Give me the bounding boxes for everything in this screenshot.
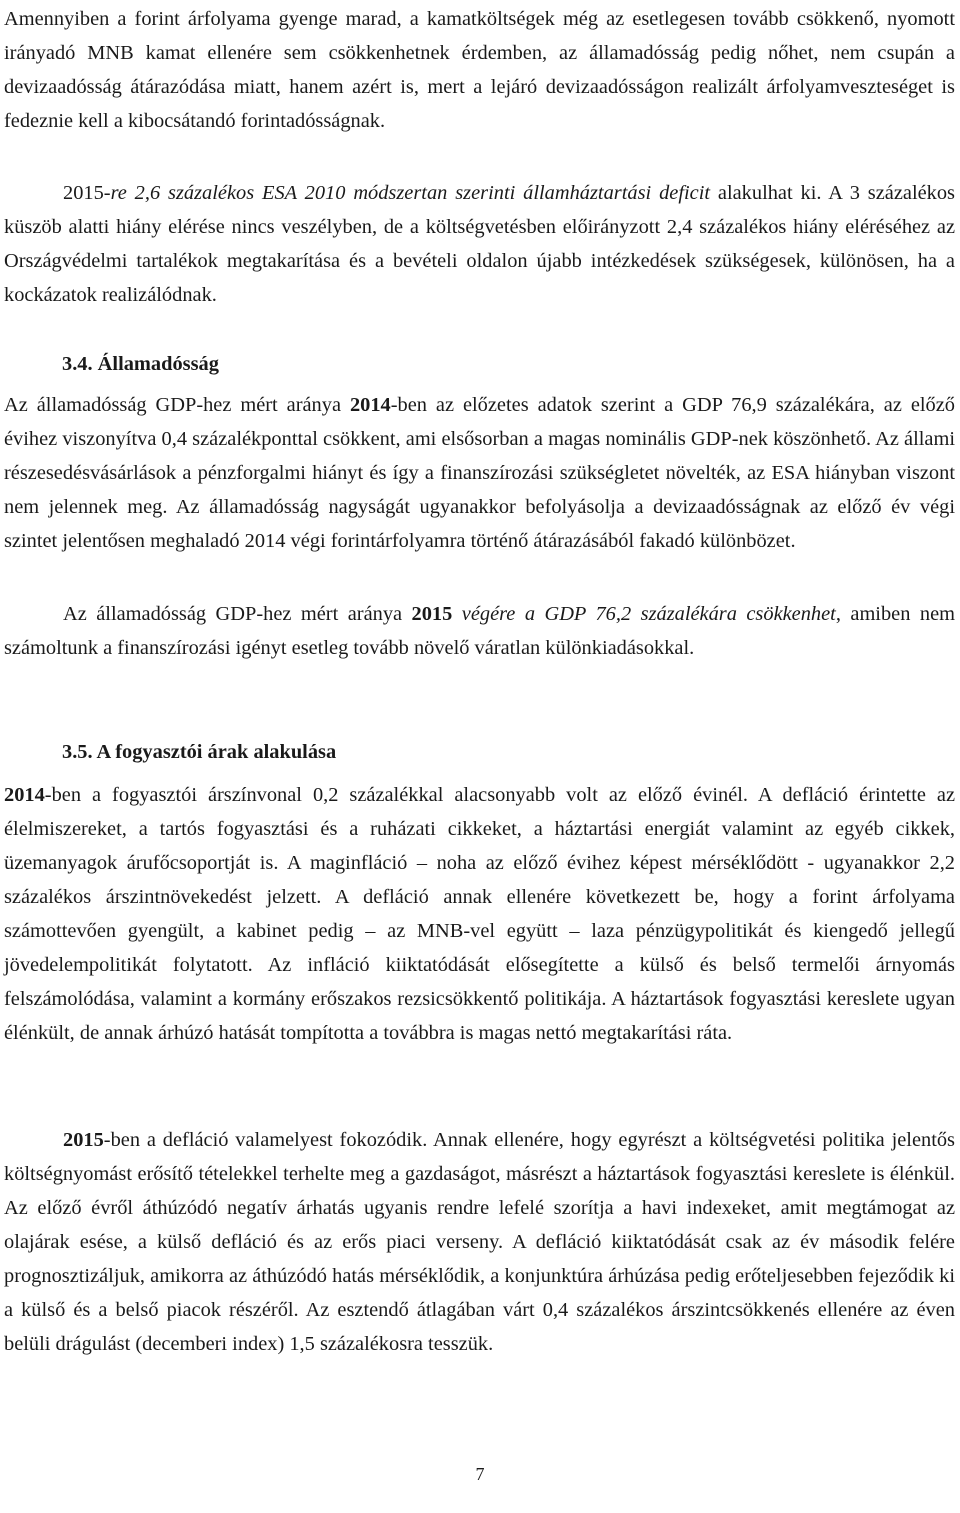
italic-text: végére a GDP 76,2 százalékára csökkenhet — [452, 603, 836, 625]
paragraph-deficit-2015 — [4, 176, 955, 312]
paragraph-prices-2015 — [4, 1123, 955, 1361]
paragraph-text: Amennyiben a forint árfolyama gyenge marad, a kamatköltségek még az esetlegesen tovább csökkenő, nyomott irányadó MNB kamat ellenére sem csökkenhetnek érdemben, az államadósság pedig nőhet, nem csupán a devizaadósság átárazódása miatt, hanem azért is, mert a lejáró devizaadósságon realizált árfolyamveszteséget is fedeznie kell a kibocsátandó forintadósságnak. — [4, 8, 955, 132]
year-bold: 2015 — [411, 603, 453, 625]
paragraph-text: -ben az előzetes adatok szerint a GDP 76,9 százalékára, az előző évihez viszonyítva 0,4 százalékponttal csökkent, ami elsősorban a magas nominális GDP-nek köszönhető. Az állami részesedésvásárlások a pénzforgalmi hiányt és így a finanszírozási szükségletet növelték, az ESA hiányban viszont nem jelennek meg. Az államadósság nagyságát ugyanakkor befolyásolja a devizaadósságnak az előző év végi szintet jelentősen meghaladó 2014 végi forintárfolyamra történő átárazásából fakadó különbözet. — [4, 394, 955, 552]
paragraph-debt-2014 — [4, 388, 955, 558]
paragraph-debt-2015 — [4, 597, 955, 665]
italic-text: -re 2,6 százalékos ESA 2010 módszertan szerinti államháztartási deficit — [103, 182, 711, 204]
paragraph-text: -ben a fogyasztói árszínvonal 0,2 százalékkal alacsonyabb volt az előző évinél. A defláció érintette az élelmiszereket, a tartós fogyasztási és a ruházati cikkeket, a háztartási energiát valamint az egyéb cikkek, üzemanyagok árufőcsoportját is. A maginfláció – noha az előző évihez képest mérséklődött - ugyanakkor 2,2 százalékos árszintnövekedést jelzett. A defláció annak ellenére következett be, hogy a forint árfolyama számottevően gyengült, a kabinet pedig – az MNB-vel együtt – laza pénzügypolitikát és kiengedő jellegű jövedelempolitikát folytatott. Az infláció kiiktatódását elősegítette a külső és belső termelői árnyomás felszámolódása, valamint a kormány erőszakos rezsicsökkentő politikája. A háztartások fogyasztási kereslete ugyan élénkült, de annak árhúzó hatását tompította a továbbra is magas nettó megtakarítási ráta. — [4, 784, 955, 1044]
page-number: 7 — [475, 1464, 485, 1484]
year-text: 2015 — [63, 182, 104, 204]
year-bold: 2014 — [4, 784, 45, 806]
paragraph-text: alakulhat ki. A 3 százalékos küszöb alatti hiány elérése nincs veszélyben, de a költségvetésben előirányzott 2,4 százalékos hiány eléréséhez az Országvédelmi tartalékok megtakarítása és a bevételi oldalon újabb intézkedések szükségesek, különösen, ha a kockázatok realizálódnak. — [4, 182, 955, 306]
paragraph-text: , amiben nem számoltunk a finanszírozási igényt esetleg tovább növelő váratlan különkiadásokkal. — [4, 603, 955, 659]
section-heading-public-debt: 3.4. Államadósság — [62, 353, 219, 375]
year-bold: 2015 — [63, 1129, 104, 1151]
section-heading-consumer-prices: 3.5. A fogyasztói árak alakulása — [62, 741, 337, 763]
paragraph-text: -ben a defláció valamelyest fokozódik. Annak ellenére, hogy egyrészt a költségvetési politika jelentős költségnyomást erősítő tételekkel terhelte meg a gazdaságot, másrészt a háztartások fogyasztási kereslete is élénkül. Az előző évről áthúzódó negatív árhatás ugyanis rendre lefelé szorítja a havi indexeket, amit megtámogat az olajárak esése, a külső defláció és az erős piaci verseny. A defláció kiiktatódását csak az év második felére prognosztizáljuk, amikorra az áthúzódó hatás mérséklődik, a konjunktúra árhúzása pedig erőteljesebben fejeződik ki a külső és a belső piacok részéről. Az esztendő átlagában várt 0,4 százalékos árszintcsökkenés ellenére az éven belüli drágulást (decemberi index) 1,5 százalékosra tesszük. — [4, 1129, 955, 1355]
paragraph-exchange-rate — [4, 2, 955, 138]
paragraph-prices-2014 — [4, 778, 955, 1050]
paragraph-text: Az államadósság GDP-hez mért aránya — [4, 394, 350, 416]
year-bold: 2014 — [349, 394, 391, 416]
paragraph-text: Az államadósság GDP-hez mért aránya — [63, 603, 412, 625]
